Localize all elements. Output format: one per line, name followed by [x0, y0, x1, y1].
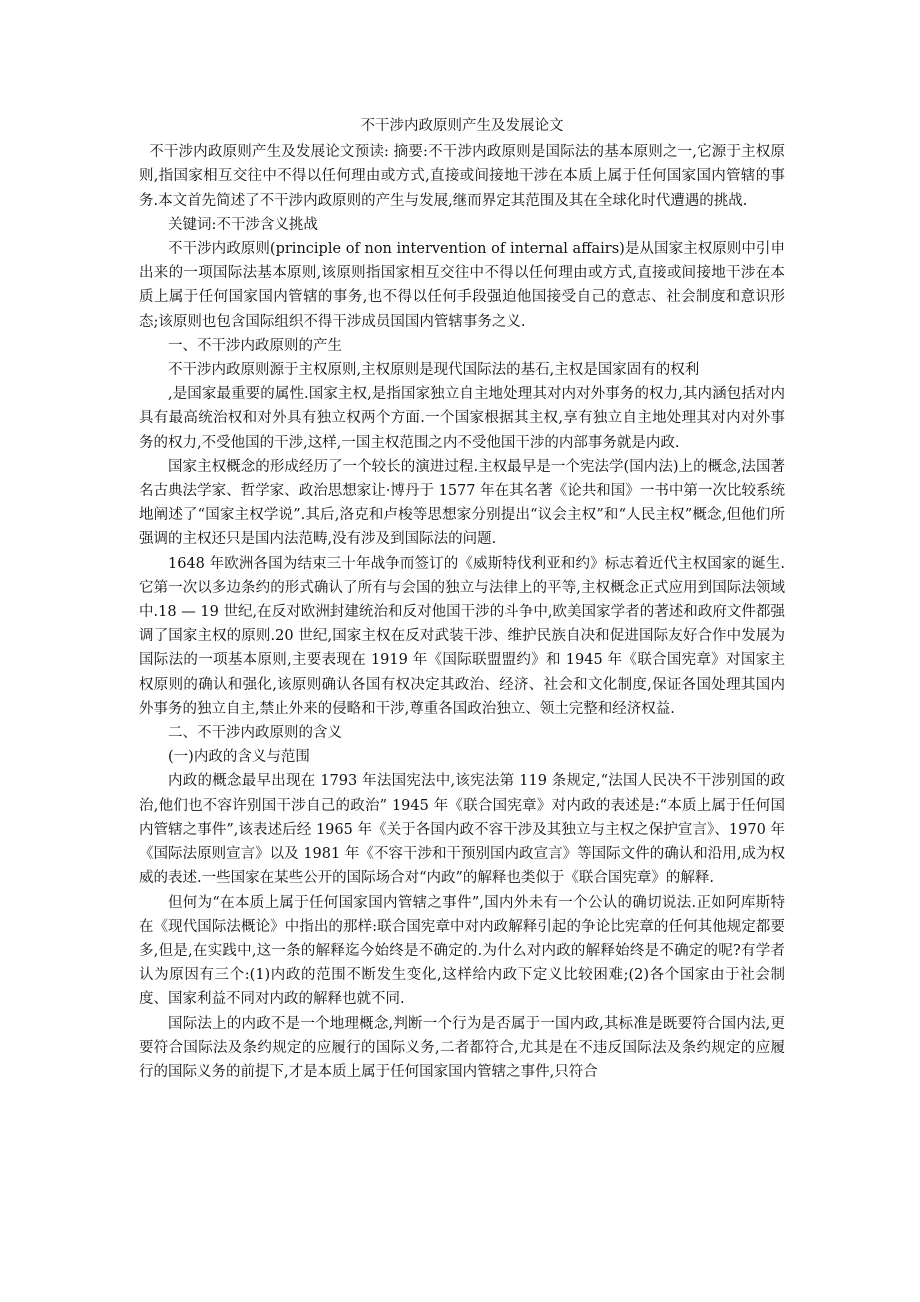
section-1-paragraph-1-rest: ,是国家最重要的属性.国家主权,是指国家独立自主地处理其对内对外事务的权力,其内涵包括对内具有最高统治权和对外具有独立权两个方面.一个国家根据其主权,享有独立自主地处理其对内对外事务的权力,不受他国的干涉,这样,一国主权范围之内不受他国干涉的内部事务就是内政.: [139, 386, 785, 451]
document-title: 不干涉内政原则产生及发展论文: [360, 118, 564, 134]
section-2-paragraph-2: 但何为“在本质上属于任何国家国内管辖之事件”,国内外未有一个公认的确切说法.正如阿库斯特在《现代国际法概论》中指出的那样:联合国宪章中对内政解释引起的争论比宪章的任何其他规定都要多,但是,在实践中,这一条的解释迄今始终是不确定的.为什么对内政的解释始终是不确定的呢?有学者认为原因有三个:(1)内政的范围不断发生变化,这样给内政下定义比较困难;(2)各个国家由于社会制度、国家利益不同对内政的解释也就不同.: [139, 894, 785, 1008]
section-2-paragraph-1: 内政的概念最早出现在 1793 年法国宪法中,该宪法第 119 条规定,“法国人民决不干涉别国的政治,他们也不容许别国干涉自己的政治” 1945 年《联合国宪章》对内政的表述是:“本质上属于任何国内管辖之事件”,该表述后经 1965 年《关于各国内政不容干涉及其独立与主权之保护宣言》、1970 年《国际法原则宣言》以及 1981 年《不容干涉和干预别国内政宣言》等国际文件的确认和沿用,成为权威的表述.一些国家在某些公开的国际场合对“内政”的解释也类似于《联合国宪章》的解释.: [139, 773, 785, 887]
section-2-paragraph-3: 国际法上的内政不是一个地理概念,判断一个行为是否属于一国内政,其标准是既要符合国内法,更要符合国际法及条约规定的应履行的国际义务,二者都符合,尤其是在不违反国际法及条约规定的应履行的国际义务的前提下,才是本质上属于任何国家国内管辖之事件,只符合: [139, 1015, 785, 1080]
keywords-line: 关键词:不干涉含义挑战: [168, 216, 318, 233]
document-page: [139, 114, 785, 1084]
subsection-1-heading: (一)内政的含义与范围: [168, 749, 310, 766]
section-1-paragraph-1-line-1: 不干涉内政原则源于主权原则,主权原则是现代国际法的基石,主权是国家固有的权利: [168, 362, 700, 379]
summary-paragraph: 不干涉内政原则产生及发展论文预读: 摘要:不干涉内政原则是国际法的基本原则之一,它源于主权原则,指国家相互交往中不得以任何理由或方式,直接或间接地干涉在本质上属于任何国家国内管辖的事务.本文首先简述了不干涉内政原则的产生与发展,继而界定其范围及其在全球化时代遭遇的挑战.: [139, 144, 785, 209]
intro-paragraph: 不干涉内政原则(principle of non intervention of internal affairs)是从国家主权原则中引申出来的一项国际法基本原则,该原则指国家相互交往中不得以任何理由或方式,直接或间接地干涉在本质上属于任何国家国内管辖的事务,也不得以任何手段强迫他国接受自己的意志、社会制度和意识形态;该原则也包含国际组织不得干涉成员国国内管辖事务之义.: [139, 241, 785, 330]
section-1-heading: 一、不干涉内政原则的产生: [168, 337, 342, 354]
section-1-paragraph-3: 1648 年欧洲各国为结束三十年战争而签订的《威斯特伐利亚和约》标志着近代主权国家的诞生.它第一次以多边条约的形式确认了所有与会国的独立与法律上的平等,主权概念正式应用到国际法领域中.18 — 19 世纪,在反对欧洲封建统治和反对他国干涉的斗争中,欧美国家学者的著述和政府文件都强调了国家主权的原则.20 世纪,国家主权在反对武装干涉、维护民族自决和促进国际友好合作中发展为国际法的一项基本原则,主要表现在 1919 年《国际联盟盟约》和 1945 年《联合国宪章》对国家主权原则的确认和强化,该原则确认各国有权决定其政治、经济、社会和文化制度,保证各国处理其国内外事务的独立自主,禁止外来的侵略和干涉,尊重各国政治独立、领土完整和经济权益.: [139, 555, 785, 717]
section-2-heading: 二、不干涉内政原则的含义: [168, 725, 342, 742]
section-1-paragraph-2: 国家主权概念的形成经历了一个较长的演进过程.主权最早是一个宪法学(国内法)上的概念,法国著名古典法学家、哲学家、政治思想家让·博丹于 1577 年在其名著《论共和国》一书中第一次比较系统地阐述了“国家主权学说”.其后,洛克和卢梭等思想家分别提出“议会主权”和“人民主权”概念,但他们所强调的主权还只是国内法范畴,没有涉及到国际法的问题.: [139, 458, 785, 548]
